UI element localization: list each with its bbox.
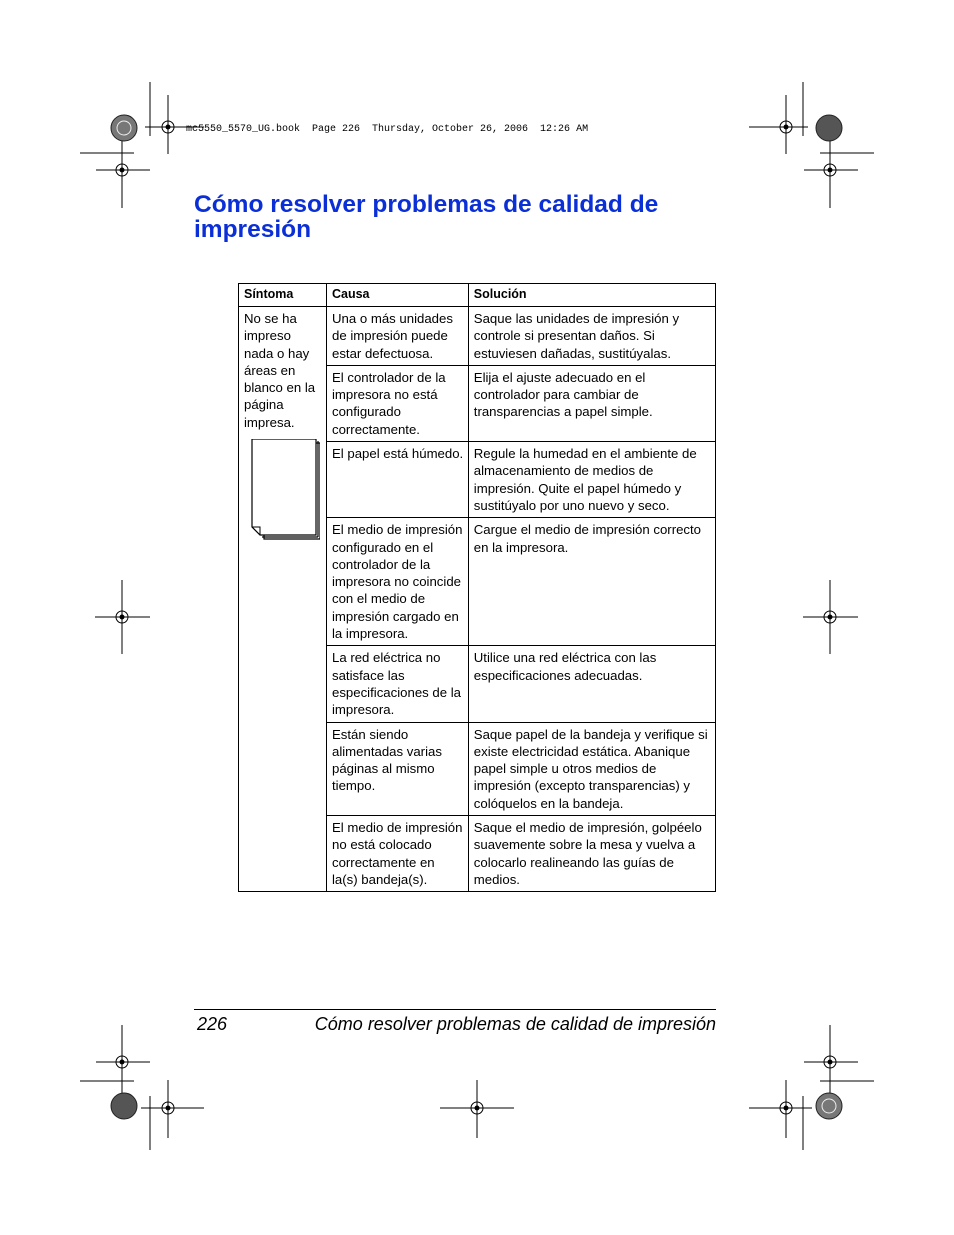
symptom-text: No se ha impreso nada o hay áreas en blanco en la página impresa.	[244, 311, 316, 430]
blank-page-icon	[246, 439, 322, 545]
troubleshooting-table	[238, 283, 716, 892]
solution-cell: Saque el medio de impresión, golpéelo suavemente sobre la mesa y vuelva a colocarlo realineando las guías de medios.	[468, 816, 715, 892]
page-title: Cómo resolver problemas de calidad de impresión	[194, 191, 659, 243]
cause-cell: El medio de impresión no está colocado correctamente en la(s) bandeja(s).	[326, 816, 468, 892]
table-header-row	[239, 284, 716, 307]
cause-cell: La red eléctrica no satisface las especificaciones de la impresora.	[326, 646, 468, 722]
cause-cell: El medio de impresión configurado en el controlador de la impresora no coincide con el medio de impresión cargado en la impresora.	[326, 518, 468, 646]
page-number: 226	[197, 1014, 228, 1034]
solution-cell: Regule la humedad en el ambiente de almacenamiento de medios de impresión. Quite el papel húmedo y sustitúyalo por uno nuevo y seco.	[468, 442, 715, 518]
table-row	[239, 307, 716, 366]
solution-cell: Cargue el medio de impresión correcto en la impresora.	[468, 518, 715, 646]
column-header-symptom: Síntoma	[239, 284, 327, 307]
footer-rule	[194, 1009, 716, 1010]
solution-cell: Elija el ajuste adecuado en el controlador para cambiar de transparencias a papel simple.	[468, 365, 715, 441]
column-header-cause: Causa	[326, 284, 468, 307]
cause-cell: Están siendo alimentadas varias páginas al mismo tiempo.	[326, 722, 468, 815]
solution-cell: Saque papel de la bandeja y verifique si existe electricidad estática. Abanique papel simple u otros medios de impresión (excepto transparencias) y colóquelos en la bandeja.	[468, 722, 715, 815]
solution-cell: Utilice una red eléctrica con las especificaciones adecuadas.	[468, 646, 715, 722]
book-file-header: mc5550_5570_UG.book Page 226 Thursday, October 26, 2006 12:26 AM	[186, 124, 589, 135]
column-header-solution: Solución	[468, 284, 715, 307]
running-footer-title: Cómo resolver problemas de calidad de impresión	[314, 1014, 716, 1034]
solution-cell: Saque las unidades de impresión y controle si presentan daños. Si estuviesen dañadas, sustitúyalas.	[468, 307, 715, 366]
cause-cell: Una o más unidades de impresión puede estar defectuosa.	[326, 307, 468, 366]
cause-cell: El controlador de la impresora no está configurado correctamente.	[326, 365, 468, 441]
symptom-cell	[239, 307, 327, 892]
cause-cell: El papel está húmedo.	[326, 442, 468, 518]
